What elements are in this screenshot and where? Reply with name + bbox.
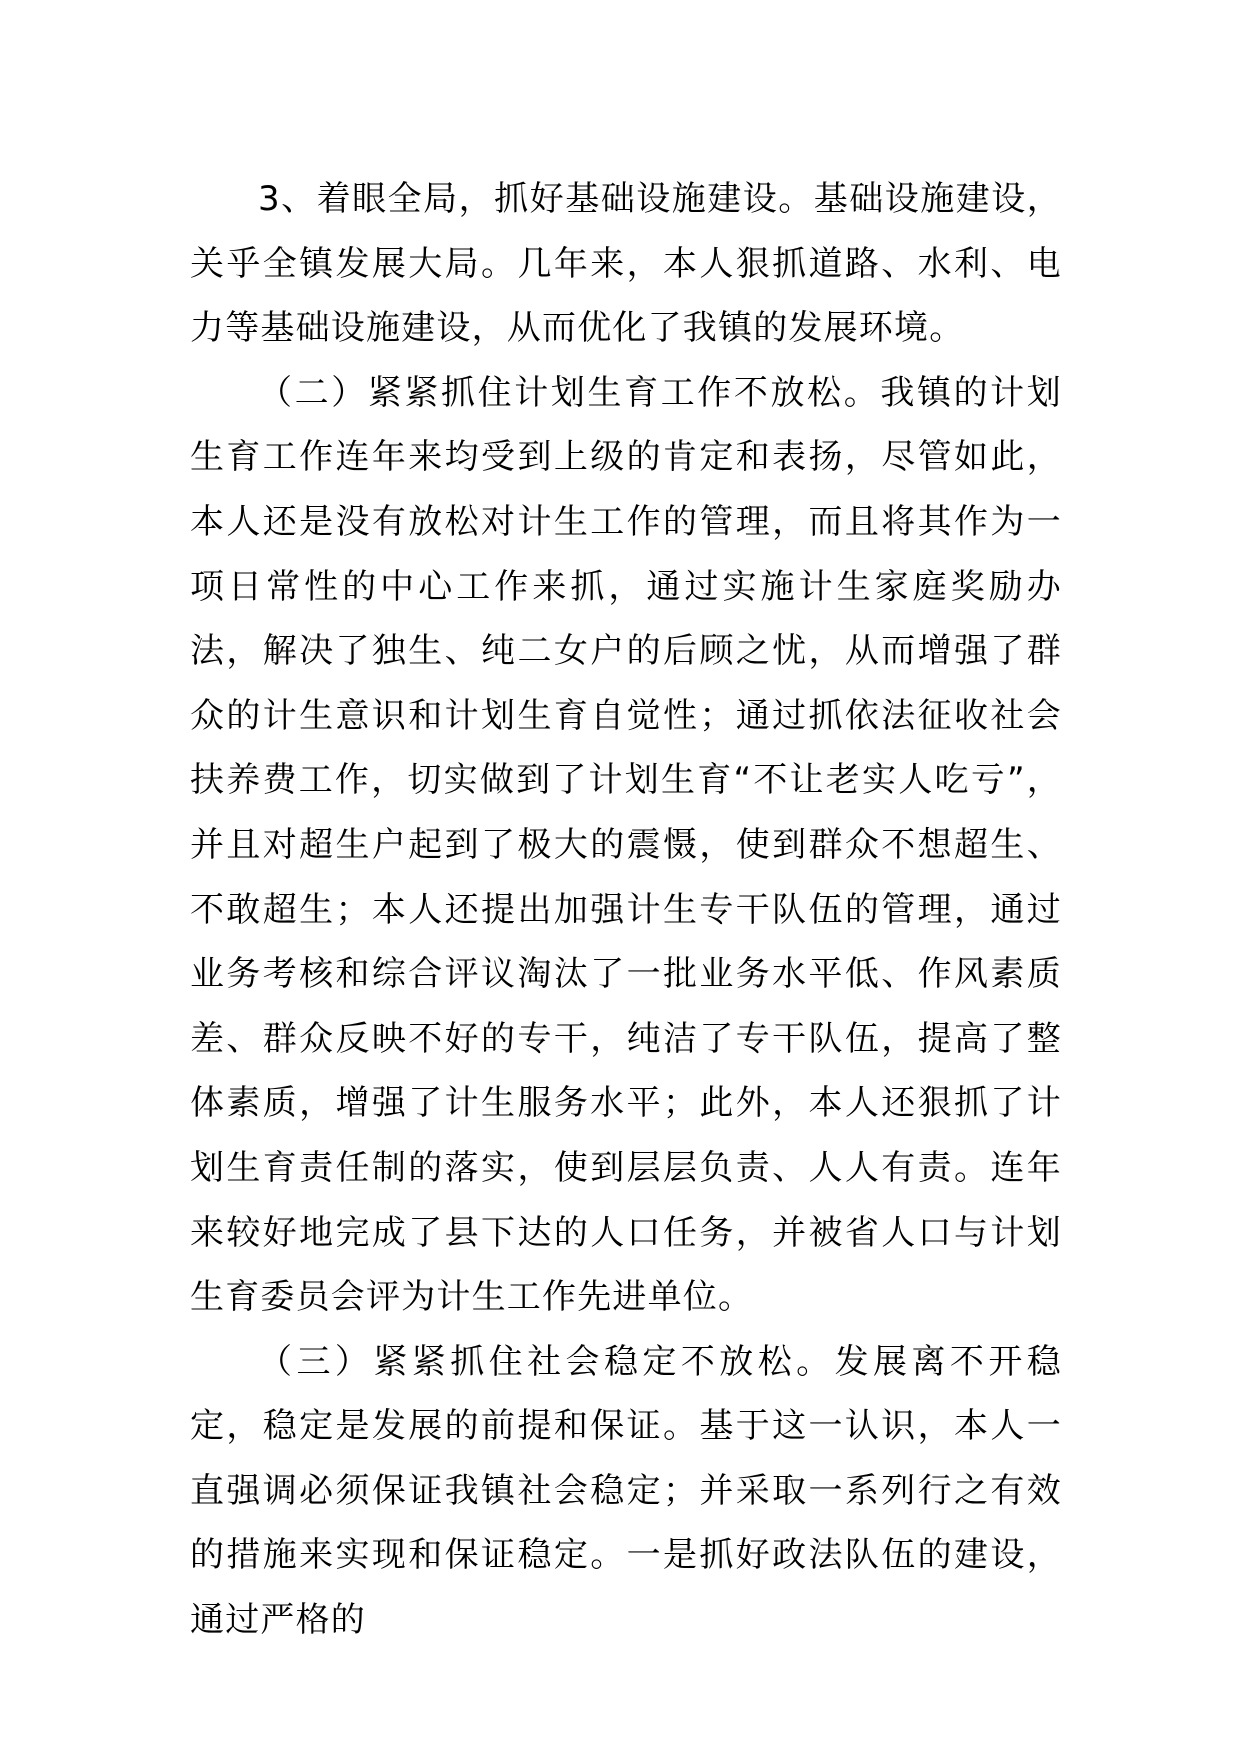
paragraph-social-stability: （三）紧紧抓住社会稳定不放松。发展离不开稳定，稳定是发展的前提和保证。基于这一认识，本人一直强调必须保证我镇社会稳定；并采取一系列行之有效的措施来实现和保证稳定。一是抓好政法队伍的建设，通过严格的 <box>190 1341 1062 1641</box>
body-text <box>190 167 1062 1653</box>
paragraph-infrastructure: 3、着眼全局，抓好基础设施建设。基础设施建设，关乎全镇发展大局。几年来，本人狠抓道路、水利、电力等基础设施建设，从而优化了我镇的发展环境。 <box>190 179 1062 349</box>
paragraph-family-planning: （二）紧紧抓住计划生育工作不放松。我镇的计划生育工作连年来均受到上级的肯定和表扬，尽管如此，本人还是没有放松对计生工作的管理，而且将其作为一项日常性的中心工作来抓，通过实施计生家庭奖励办法，解决了独生、纯二女户的后顾之忧，从而增强了群众的计生意识和计划生育自觉性；通过抓依法征收社会扶养费工作，切实做到了计划生育“不让老实人吃亏”，并且对超生户起到了极大的震慑，使到群众不想超生、不敢超生；本人还提出加强计生专干队伍的管理，通过业务考核和综合评议淘汰了一批业务水平低、作风素质差、群众反映不好的专干，纯洁了专干队伍，提高了整体素质，增强了计生服务水平；此外，本人还狠抓了计划生育责任制的落实，使到层层负责、人人有责。连年来较好地完成了县下达的人口任务，并被省人口与计划生育委员会评为计生工作先进单位。 <box>190 372 1062 1318</box>
